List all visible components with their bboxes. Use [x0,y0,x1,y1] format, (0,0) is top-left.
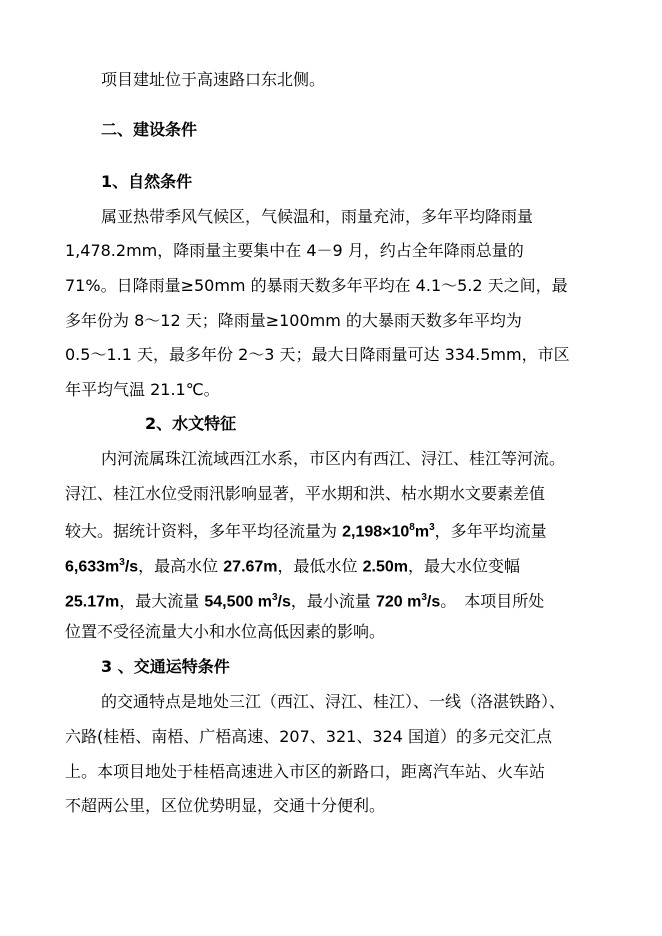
text-segment: ，最高水位 [138,556,224,576]
intro-line: 项目建址位于高速路口东北侧。 [101,70,326,89]
text-segment: ，最低水位 [277,556,363,576]
avg-flow-unit: /s [124,558,139,576]
section-heading-construction-conditions: 二、建设条件 [101,120,198,139]
text-segment: ，多年平均流量 [434,521,547,541]
max-flow-value: 54,500 m [204,593,272,611]
paragraph-line-flows [65,588,544,612]
paragraph-line: 六路(桂梧、南梧、广梧高速、207、321、324 国道）的多元交汇点 [65,727,552,746]
avg-flow-value: 6,633m [65,558,120,576]
paragraph-line: 0.5～1.1 天，最多年份 2～3 天；最大日降雨量可达 334.5mm，市区 [65,345,570,364]
paragraph-line: 浔江、桂江水位受雨汛影响显著，平水期和洪、枯水期水文要素差值 [65,484,546,503]
paragraph-line: 属亚热带季风气候区，气候温和，雨量充沛，多年平均降雨量 [101,207,534,226]
level-range-value: 25.17m [65,593,120,611]
runoff-unit-exponent: 3 [429,522,435,533]
min-flow-unit: /s [426,593,441,611]
max-flow-exponent: 3 [271,592,278,603]
paragraph-line: 不超两公里，区位优势明显，交通十分便利。 [65,796,386,815]
paragraph-line: 上。本项目地处于桂梧高速进入市区的新路口，距离汽车站、火车站 [65,762,546,781]
paragraph-line: 位置不受径流量大小和水位高低因素的影响。 [65,622,386,641]
max-level-value: 27.67m [223,558,278,576]
min-level-value: 2.50m [362,558,408,576]
text-segment: 。 本项目所处 [440,591,545,611]
paragraph-line: 内河流属珠江流域西江水系，市区内有西江、浔江、桂江等河流。 [101,449,566,468]
runoff-exponent: 8 [409,522,415,533]
subheading-natural-conditions: 1、自然条件 [101,172,193,191]
paragraph-line: 年平均气温 21.1℃。 [65,380,220,399]
avg-flow-exponent: 3 [119,557,125,568]
paragraph-line: 的交通特点是地处三江（西江、浔江、桂江）、一线（洛湛铁路）、 [101,692,566,711]
paragraph-line: 多年份为 8～12 天；降雨量≥100mm 的大暴雨天数多年平均为 [65,311,522,330]
subheading-transport: 3 、交通运特条件 [101,657,230,676]
min-flow-exponent: 3 [421,592,427,603]
paragraph-line: 71%。日降雨量≥50mm 的暴雨天数多年平均在 4.1～5.2 天之间，最 [65,276,568,295]
text-segment: ，最大流量 [119,591,205,611]
max-flow-unit: /s [277,593,291,611]
paragraph-line-runoff [65,518,547,542]
min-flow-value: 720 m [375,593,422,611]
paragraph-line-levels [65,553,520,577]
subheading-hydrology: 2、水文特征 [145,414,237,433]
text-segment: ，最小流量 [290,591,376,611]
runoff-unit: m [414,523,430,541]
text-segment: ，最大水位变幅 [408,556,521,576]
text-segment: 较大。据统计资料，多年平均径流量为 [65,521,343,541]
paragraph-line: 1,478.2mm，降雨量主要集中在 4－9 月，约占全年降雨总量的 [65,241,524,260]
runoff-value: 2,198×10 [342,523,410,541]
